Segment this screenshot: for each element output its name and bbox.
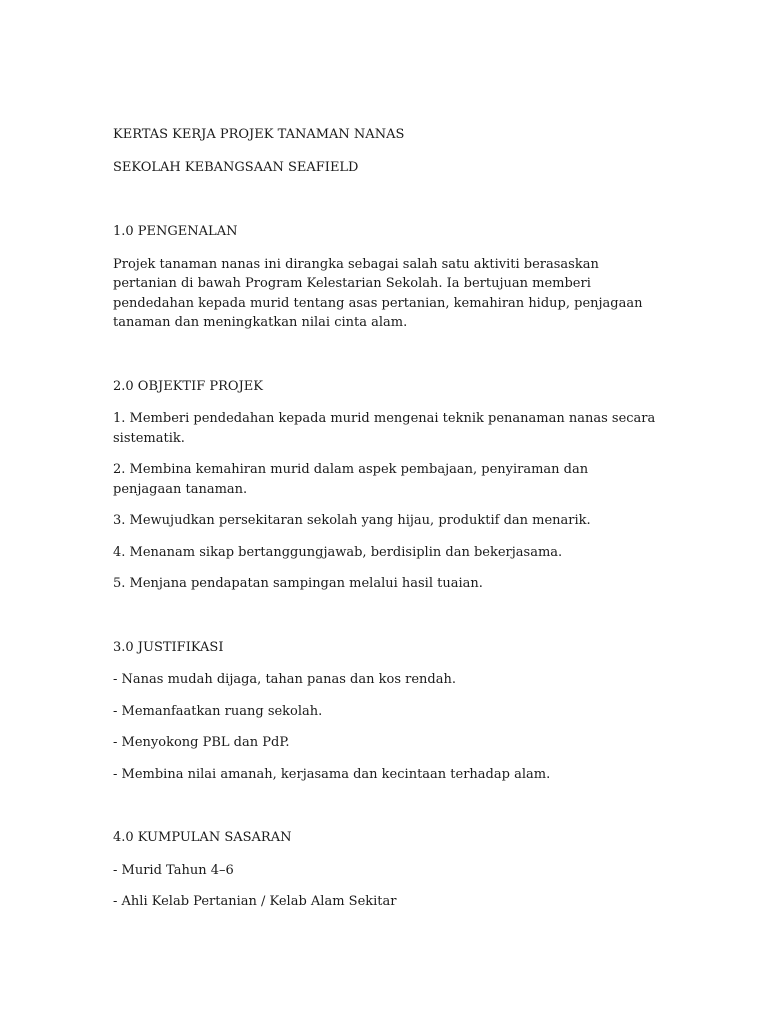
list-item: - Murid Tahun 4–6	[113, 862, 234, 878]
list-item: - Menyokong PBL dan PdP.	[113, 735, 290, 750]
list-item: 4. Menanam sikap bertanggungjawab, berdisiplin dan bekerjasama.	[113, 544, 563, 560]
list-item: 2. Membina kemahiran murid dalam aspek pembajaan, penyiraman dan penjagaan tanaman.	[113, 462, 589, 497]
list-item: - Ahli Kelab Pertanian / Kelab Alam Sekitar	[113, 894, 397, 909]
document-body	[113, 125, 658, 912]
section-heading-pengenalan: 1.0 PENGENALAN	[113, 224, 238, 239]
list-item: - Nanas mudah dijaga, tahan panas dan kos rendah.	[113, 672, 456, 687]
section-heading-objektif: 2.0 OBJEKTIF PROJEK	[113, 378, 263, 394]
list-item: 3. Mewujudkan persekitaran sekolah yang hijau, produktif dan menarik.	[113, 513, 591, 528]
list-item: 5. Menjana pendapatan sampingan melalui hasil tuaian.	[113, 576, 483, 591]
section-heading-justifikasi: 3.0 JUSTIFIKASI	[113, 639, 224, 655]
section-paragraph-pengenalan: Projek tanaman nanas ini dirangka sebagai salah satu aktiviti berasaskan pertanian di bawah Program Kelestarian Sekolah. Ia bertujuan memberi pendedahan kepada murid tentang asas pertanian, kemahiran hidup, penjagaan tanaman dan meningkatkan nilai cinta alam.	[113, 256, 643, 330]
list-item: 1. Memberi pendedahan kepada murid mengenai teknik penanaman nanas secara sistematik.	[113, 411, 656, 446]
section-heading-kumpulan-sasaran: 4.0 KUMPULAN SASARAN	[113, 830, 292, 845]
document-title: KERTAS KERJA PROJEK TANAMAN NANAS	[113, 127, 405, 142]
school-name: SEKOLAH KEBANGSAAN SEAFIELD	[113, 159, 359, 175]
list-item: - Membina nilai amanah, kerjasama dan kecintaan terhadap alam.	[113, 766, 551, 782]
list-item: - Memanfaatkan ruang sekolah.	[113, 703, 323, 719]
